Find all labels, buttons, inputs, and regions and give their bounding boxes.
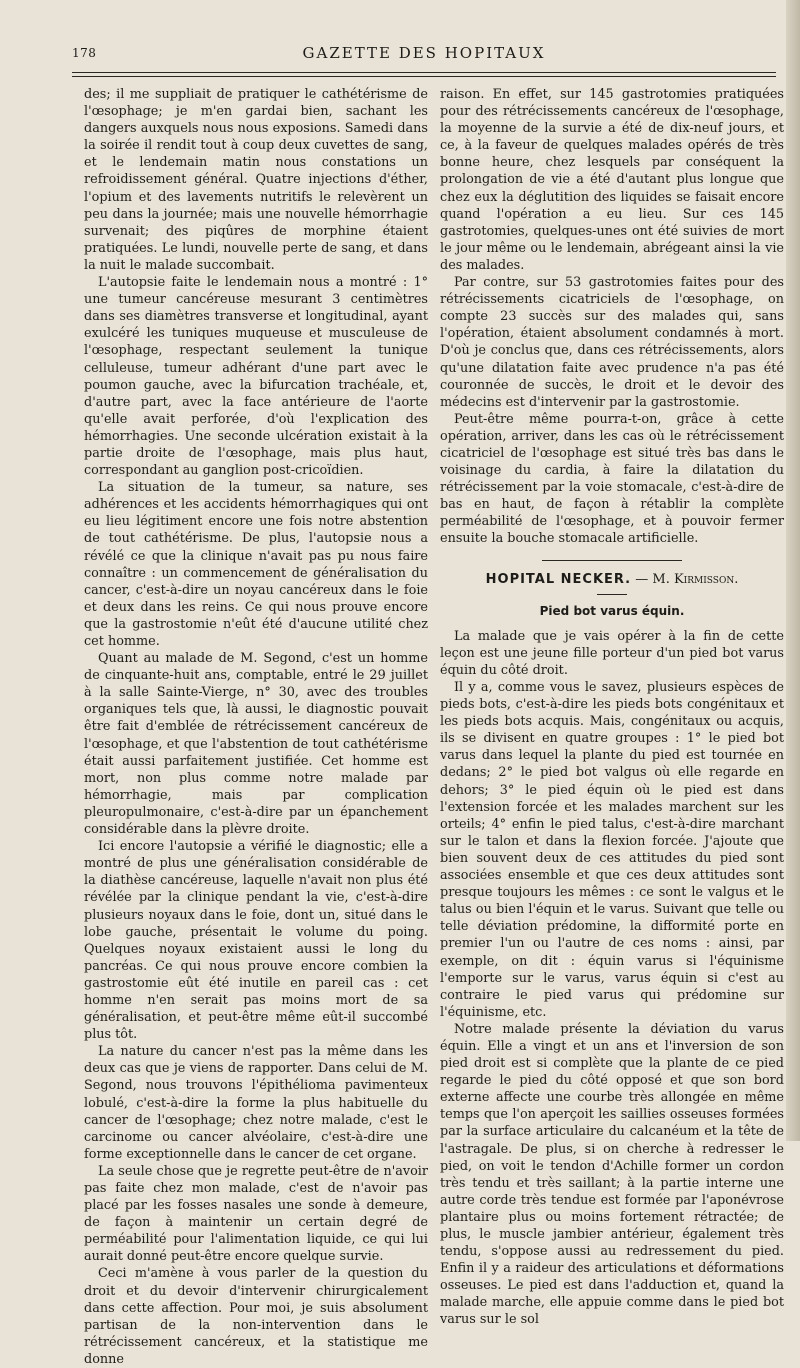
short-rule: [597, 594, 627, 595]
section-separator: [542, 560, 682, 561]
paragraph: Notre malade présente la déviation du varus équin. Elle a vingt et un ans et l'inversion de son pied droit est si complète que la plante de ce pied regarde le pied du côté opposé et que son bord externe affecte une courbe très allongée en même temps que l'on aperçoit les saillies osseuses formées par la surface articulaire du calcanéum et la tête de l'astragale. De plus, si on cherche à redresser le pied, on voit le tendon d'Achille former un cordon très tendu et très saillant; à la partie interne une autre corde très tendue est formée par l'aponévrose plantaire plus ou moins fortement rétractée; de plus, le muscle jambier antérieur, également très tendu, s'oppose aussi au redressement du pied. Enfin il y a raideur des articulations et déformations osseuses. Le pied est dans l'adduction et, quand la malade marche, elle appuie comme dans le pied bot varus sur le sol: [440, 1021, 784, 1328]
paragraph: des; il me suppliait de pratiquer le cathétérisme de l'œsophage; je m'en gardai bien, sachant les dangers auxquels nous nous exposions. Samedi dans la soirée il rendit tout à coup deux cuvettes de sang, et le lendemain matin nous constations un refroidissement général. Quatre injections d'éther, l'opium et des lavements nutritifs le relevèrent un peu dans la journée; mais une nouvelle hémorrhagie survenait; des piqûres de morphine étaient pratiquées. Le lundi, nouvelle perte de sang, et dans la nuit le malade succombait.: [84, 87, 428, 273]
paragraph: raison. En effet, sur 145 gastrotomies pratiquées pour des rétrécissements cancéreux de l'œsophage, la moyenne de la survie a été de dix-neuf jours, et ce, à la faveur de quelques malades opérés de très bonne heure, chez lesquels par conséquent la prolongation de vie a été d'autant plus longue que chez eux la déglutition des liquides se faisait encore quand l'opération a eu lieu. Sur ces 145 gastrotomies, quelques-unes ont été suivies de mort le jour même ou le lendemain, abrégeant ainsi la vie des malades.: [440, 87, 784, 273]
paragraph: La seule chose que je regrette peut-être de n'avoir pas faite chez mon malade, c'est de n'avoir pas placé par les fosses nasales une sonde à demeure, de façon à maintenir un certain degré de perméabilité pour l'alimentation liquide, ce qui lui aurait donné peut-être encore quelque survie.: [84, 1163, 428, 1265]
author-name: M. Kirmisson.: [652, 571, 739, 587]
paragraph: La malade que je vais opérer à la fin de cette leçon est une jeune fille porteur d'un pied bot varus équin du côté droit.: [440, 628, 784, 678]
page-edge-shadow: [786, 0, 800, 1141]
section-heading: [440, 571, 784, 588]
paragraph: Ici encore l'autopsie a vérifié le diagnostic; elle a montré de plus une généralisation considérable de la diathèse cancéreuse, laquelle n'avait non plus été révélée par la clinique pendant la vie, c'est-à-dire plusieurs noyaux dans le foie, dont un, situé dans le lobe gauche, présentait le volume du poing. Quelques noyaux existaient aussi le long du pancréas. Ce qui nous prouve encore combien la gastrostomie eût été inutile en pareil cas : cet homme n'en serait pas moins mort de sa généralisation, et peut-être même eût-il succombé plus tôt.: [84, 839, 428, 1043]
paragraph: Quant au malade de M. Segond, c'est un homme de cinquante-huit ans, comptable, entré le 29 juillet à la salle Sainte-Vierge, n° 30, avec des troubles organiques tels que, là aussi, le diagnostic pouvait être fait d'emblée de rétrécissement cancéreux de l'œsophage, et que l'abstention de tout cathétérisme était aussi parfaitement justifiée. Cet homme est mort, non plus comme notre malade par hémorrhagie, mais par complication pleuropulmonaire, c'est-à-dire par un épanchement considérable dans la plèvre droite.: [84, 651, 428, 838]
hospital-name: HOPITAL NECKER.: [485, 571, 632, 587]
running-header: [72, 44, 776, 68]
paragraph: L'autopsie faite le lendemain nous a montré : 1° une tumeur cancéreuse mesurant 3 centimètres dans ses diamètres transverse et longitudinal, ayant exulcéré les tuniques muqueuse et musculeuse de l'œsophage, respectant seulement la tunique celluleuse, tumeur adhérant d'une part avec le poumon gauche, avec la bifurcation trachéale, et, d'autre part, avec la face antérieure de l'aorte qu'elle avait perforée, d'où l'explication des hémorrhagies. Une seconde ulcération existait à la partie droite de l'œsophage, mais plus haut, correspondant au ganglion post-cricoïdien.: [84, 275, 428, 479]
paragraph: La situation de la tumeur, sa nature, ses adhérences et les accidents hémorrhagiques qui ont eu lieu légitiment encore une fois notre abstention de tout cathétérisme. De plus, l'autopsie nous a révélé ce que la clinique n'avait pas pu nous faire connaître : un commencement de généralisation du cancer, c'est-à-dire un noyau cancéreux dans le foie et deux dans les reins. Ce qui nous prouve encore que la gastrostomie n'eût été d'aucune utilité chez cet homme.: [84, 480, 428, 649]
page-number: 178: [72, 46, 97, 60]
lecture-title: Pied bot varus équin.: [539, 603, 685, 618]
header-rule-top: [72, 72, 776, 73]
paragraph: Par contre, sur 53 gastrotomies faites pour des rétrécissements cicatriciels de l'œsophage, on compte 23 succès sur des malades qui, sans l'opération, étaient absolument condamnés à mort. D'où je conclus que, dans ces rétrécissements, alors qu'une dilatation faite avec prudence n'a pas été couronnée de succès, le droit et le devoir des médecins est d'intervenir par la gastrostomie.: [440, 275, 784, 410]
header-rule-bottom: [72, 76, 776, 77]
left-column: [84, 86, 428, 1367]
paragraph: Il y a, comme vous le savez, plusieurs espèces de pieds bots, c'est-à-dire les pieds bots congénitaux et les pieds bots acquis. Mais, congénitaux ou acquis, ils se divisent en quatre groupes : 1° le pied bot varus dans lequel la plante du pied est tournée en dedans; 2° le pied bot valgus où elle regarde en dehors; 3° le pied équin où le pied est dans l'extension forcée et les malades marchent sur les orteils; 4° enfin le pied talus, c'est-à-dire marchant sur le talon et dans la flexion forcée. J'ajoute que bien souvent deux de ces attitudes du pied sont associées ensemble et que ces deux attitudes sont presque toujours les mêmes : ce sont le valgus et le talus ou bien l'équin et le varus. Suivant que telle ou telle déviation prédomine, la difformité porte en premier l'un ou l'autre de ces noms : ainsi, par exemple, on dit : équin varus si l'équinisme l'emporte sur le varus, varus équin si c'est au contraire le pied varus qui prédomine sur l'équinisme, etc.: [440, 680, 784, 1020]
paragraph: La nature du cancer n'est pas la même dans les deux cas que je viens de rapporter. Dans celui de M. Segond, nous trouvons l'épithélioma pavimenteux lobulé, c'est-à-dire la forme la plus habituelle du cancer de l'œsophage; chez notre malade, c'est le carcinome ou cancer alvéolaire, c'est-à-dire une forme exceptionnelle dans le cancer de cet organe.: [84, 1044, 428, 1162]
heading-dash: —: [631, 571, 653, 587]
paragraph: Ceci m'amène à vous parler de la question du droit et du devoir d'intervenir chirurgicalement dans cette affection. Pour moi, je suis absolument partisan de la non-intervention dans le rétrécissement cancéreux, et la statistique me donne: [84, 1266, 428, 1367]
paragraph: Peut-être même pourra-t-on, grâce à cette opération, arriver, dans les cas où le rétrécissement cicatriciel de l'œsophage est situé très bas dans le voisinage du cardia, à faire la dilatation du rétrécissement par la voie stomacale, c'est-à-dire de bas en haut, de façon à rétablir la complète perméabilité de l'œsophage, et à pouvoir fermer ensuite la bouche stomacale artificielle.: [440, 411, 784, 547]
right-column: [440, 86, 784, 1328]
publication-title: GAZETTE DES HOPITAUX: [302, 44, 546, 62]
